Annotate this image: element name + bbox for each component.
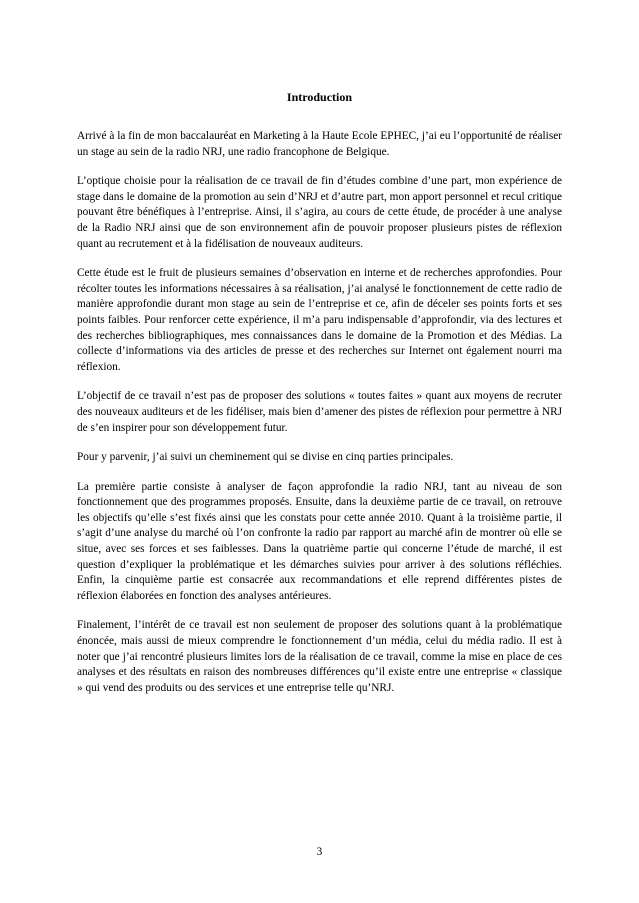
paragraph-cheminement: Pour y parvenir, j’ai suivi un cheminement qui se divise en cinq parties principales. — [77, 451, 454, 464]
paragraph-parties: La première partie consiste à analyser de façon approfondie la radio NRJ, tant au niveau de son fonctionnement que des programmes proposés. Ensuite, dans la deuxième partie de ce travail, on retrouve les objectifs qu’elle s’est fixés ainsi que les constats pour cette année 2010. Quant à la troisième partie, il s’agit d’une analyse du marché où l’on confronte la radio par rapport au marché afin de montrer où elle se situe, avec ses forces et ses faiblesses. Dans la quatrième partie qui concerne l’étude de marché, il est question d’expliquer la problématique et les démarches suivies pour arriver à des solutions réfléchies. Enfin, la cinquième partie est consacrée aux recommandations et elle reprend différentes pistes de réflexion élaborées en fonction des analyses antérieures. — [77, 480, 562, 602]
paragraph-optique: L’optique choisie pour la réalisation de ce travail de fin d’études combine d’une part, mon expérience de stage dans le domaine de la promotion au sein d’NRJ et d’autre part, mon apport personnel et recul critique pouvant être bénéfiques à l’entreprise. Ainsi, il s’agira, au cours de cette étude, de procéder à une analyse de la Radio NRJ ainsi que de son environnement afin de pouvoir proposer plusieurs pistes de réflexion quant au recrutement et à la fidélisation de nouveaux auditeurs. — [77, 175, 562, 250]
paragraph-arrive: Arrivé à la fin de mon baccalauréat en Marketing à la Haute Ecole EPHEC, j’ai eu l’opportunité de réaliser un stage au sein de la radio NRJ, une radio francophone de Belgique. — [77, 130, 562, 158]
page-title: Introduction — [286, 90, 353, 104]
paragraph-etude: Cette étude est le fruit de plusieurs semaines d’observation en interne et de recherches approfondies. Pour récolter toutes les informations nécessaires à sa réalisation, j’ai analysé le fonctionnement de cette radio de manière approfondie durant mon stage au sein de l’entreprise et ce, afin de déceler ses points forts et ses points faibles. Pour renforcer cette expérience, il m’a paru indispensable d’approfondir, via des lectures et des recherches bibliographiques, mes connaissances dans le domaine de la Promotion et des Médias. La collecte d’informations via des articles de presse et des recherches sur Internet ont également nourri ma réflexion. — [77, 267, 562, 373]
page-content — [77, 89, 562, 710]
paragraph-finalement: Finalement, l’intérêt de ce travail est non seulement de proposer des solutions quant à la problématique énoncée, mais aussi de mieux comprendre le fonctionnement d’un média, celui du média radio. Il est à noter que j’ai rencontré plusieurs limites lors de la réalisation de ce travail, comme la mise en place de ces analyses et des résultats en raison des nombreuses différences qu’il existe entre une entreprise « classique » qui vend des produits ou des services et une entreprise telle qu’NRJ. — [77, 619, 562, 694]
page-number: 3 — [316, 846, 323, 858]
paragraph-objectif: L’objectif de ce travail n’est pas de proposer des solutions « toutes faites » quant aux moyens de recruter des nouveaux auditeurs et de les fidéliser, mais bien d’amener des pistes de réflexion pour permettre à NRJ de s’en inspirer pour son développement futur. — [77, 390, 562, 434]
